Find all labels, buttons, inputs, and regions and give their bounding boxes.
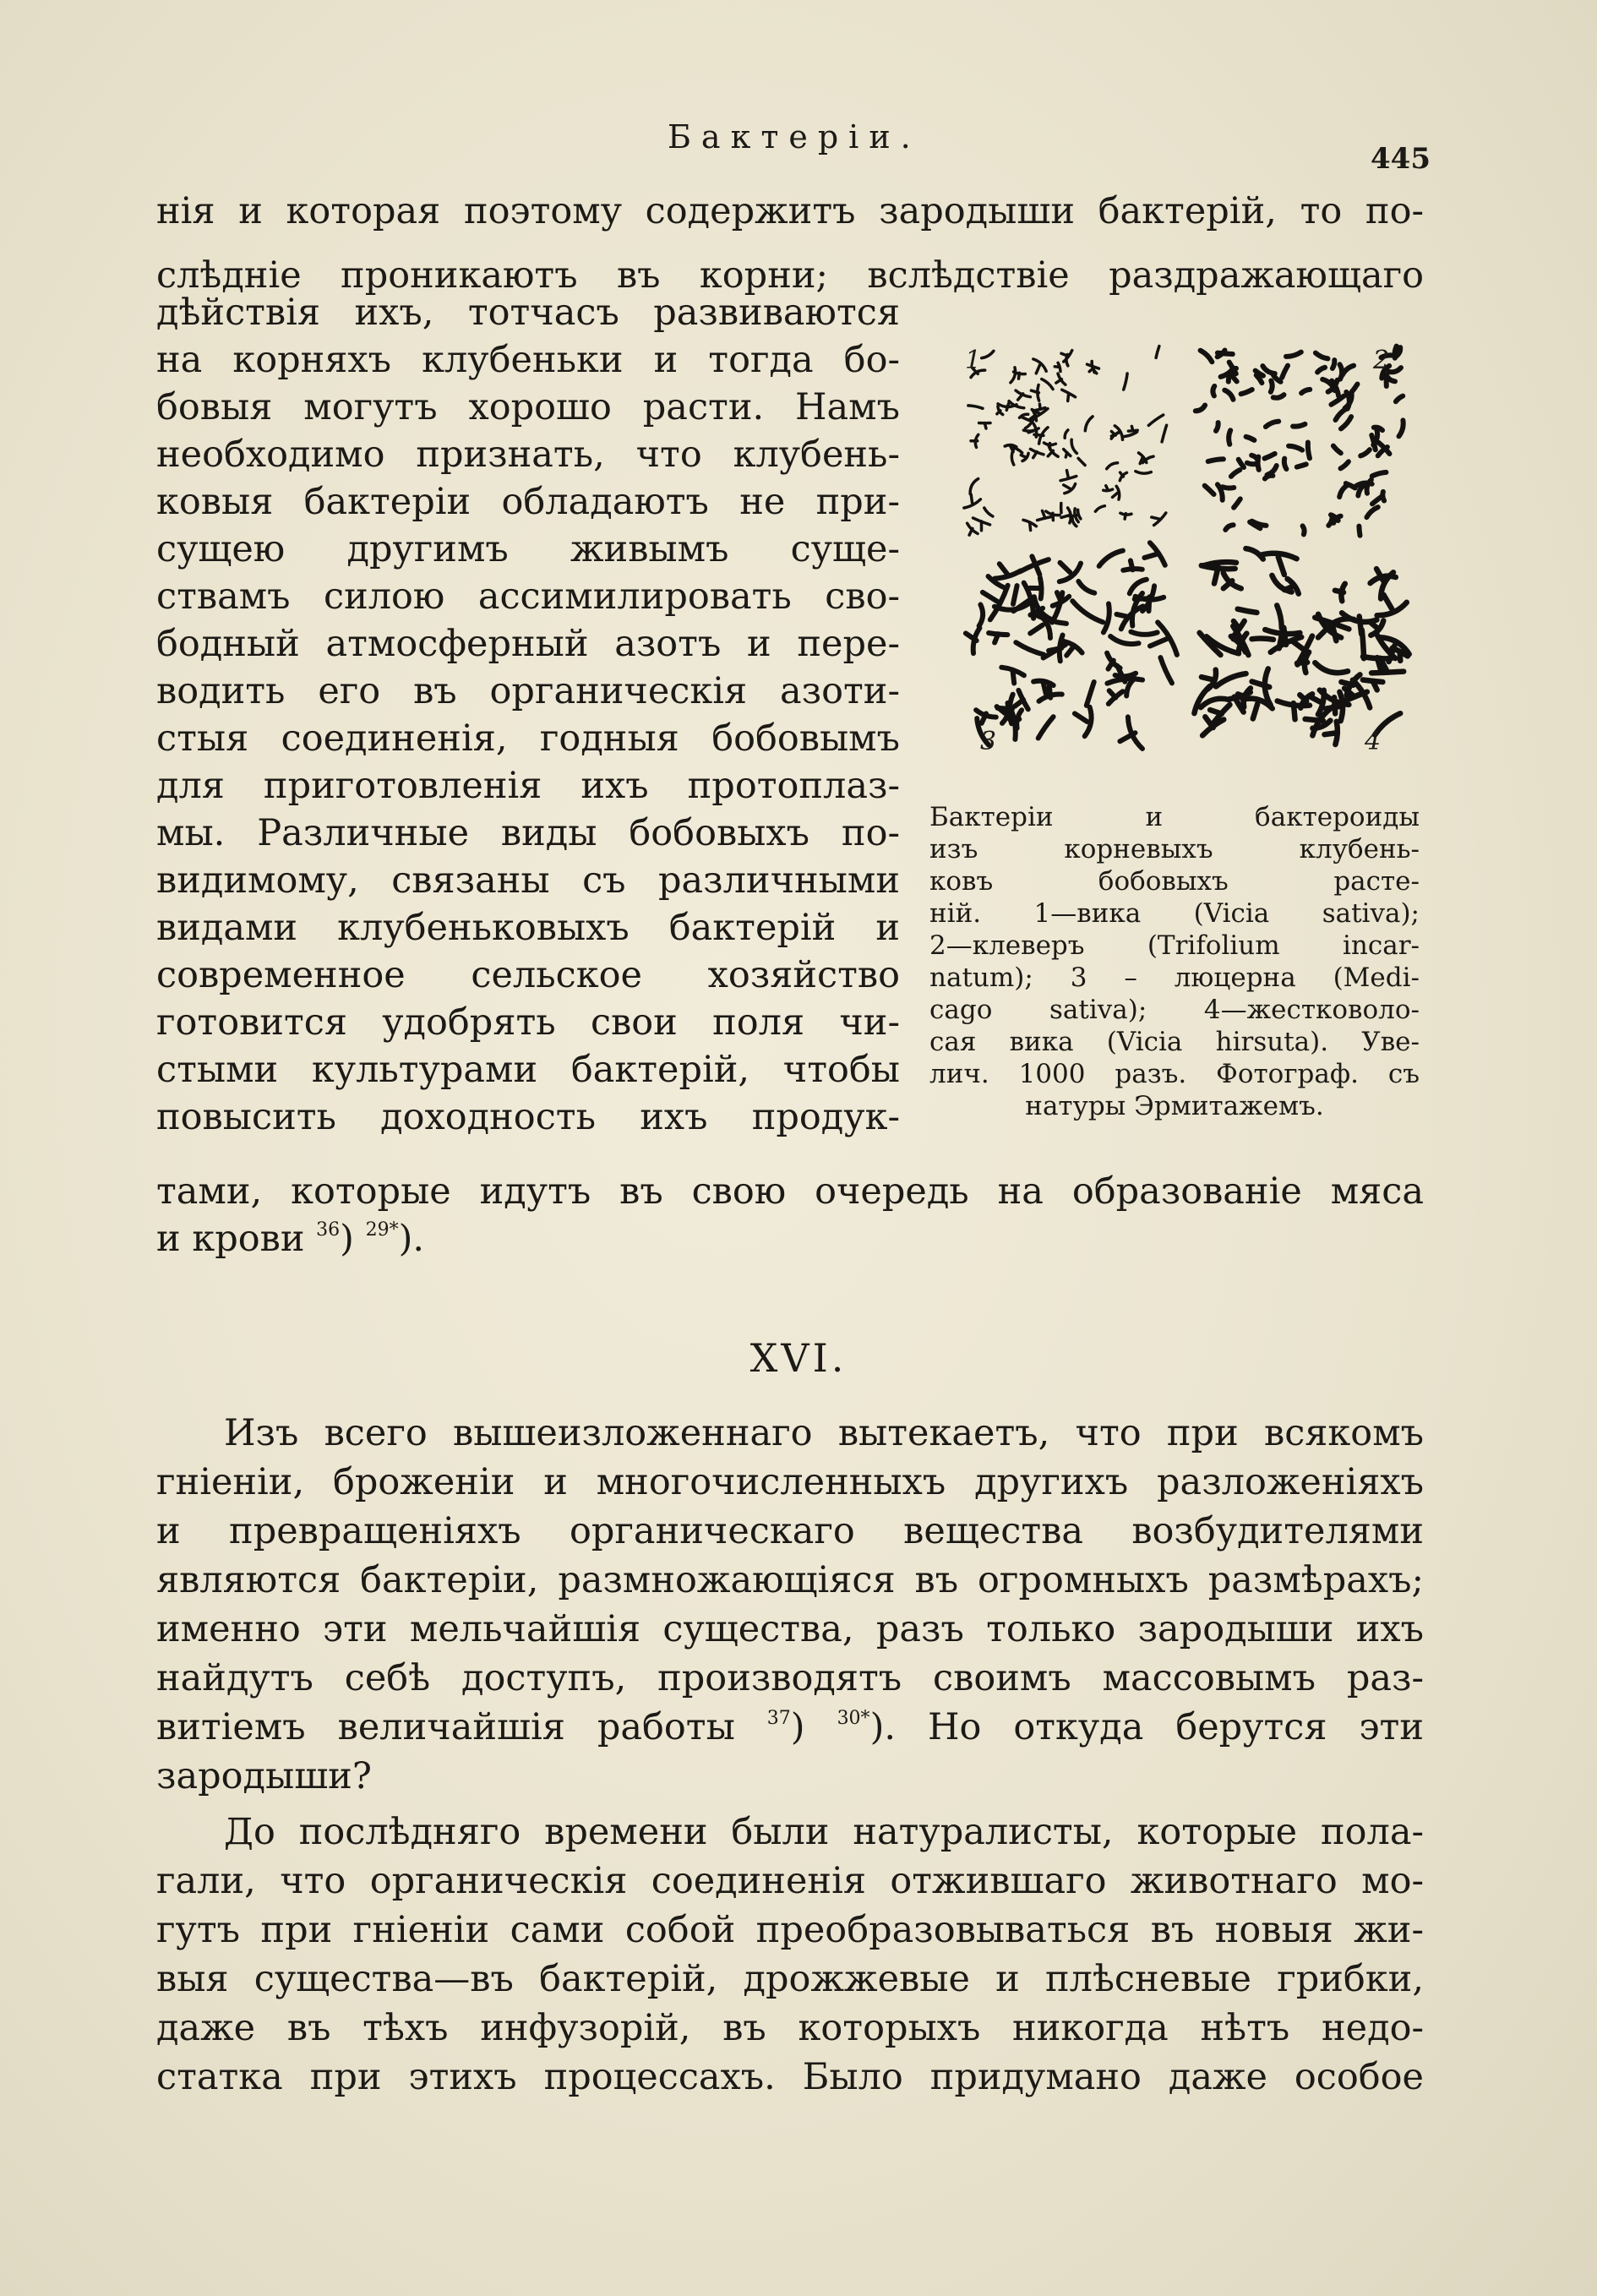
bacterium-mark [1124, 432, 1136, 436]
bacterium-mark [1389, 368, 1401, 372]
bacterium-mark [1289, 446, 1302, 450]
running-title: Бактеріи. [668, 118, 921, 155]
bacterium-branch [1018, 394, 1023, 400]
bacterium-branch [1049, 686, 1050, 698]
text-line: стыми культурами бактерій, чтобы [156, 1049, 900, 1091]
bacterium-branch [1144, 554, 1157, 559]
bacterium-mark [1011, 368, 1016, 383]
bacterium-mark [1229, 430, 1230, 444]
bacterium-mark [1110, 636, 1138, 644]
bacterium-mark [1301, 390, 1310, 393]
bacterium-branch [1202, 677, 1212, 679]
bacterium-mark [1265, 454, 1275, 459]
bacterium-mark [1078, 510, 1081, 519]
bacterium-branch [1019, 373, 1020, 379]
bacterium-mark [1241, 390, 1252, 394]
bacterium-mark [1071, 439, 1076, 453]
bacterium-branch [1000, 564, 1008, 575]
text-line: видимому, связаны съ различными [156, 859, 900, 902]
bacterium-mark [1293, 424, 1305, 427]
bacterium-branch [1057, 592, 1061, 601]
bacterium-branch [1033, 452, 1038, 458]
bacterium-mark [1085, 417, 1093, 431]
bacterium-mark [1148, 415, 1163, 425]
bacterium-mark [982, 351, 994, 357]
text-line: необходимо признать, что клубень- [156, 434, 900, 476]
bacterium-mark [1078, 581, 1094, 593]
bacterium-mark [1124, 374, 1127, 390]
bacterium-mark [1247, 463, 1256, 465]
bacterium-branch [984, 423, 986, 429]
figure-caption-line: натуры Эрмитажемъ. [1025, 1091, 1324, 1121]
bacterium-mark [1333, 360, 1334, 368]
text-line: найдутъ себѣ доступъ, производятъ своимъ массовымъ раз- [156, 1657, 1424, 1699]
text-line: зародыши? [156, 1755, 372, 1797]
text-line: гали, что органическія соединенія отжившаго животнаго мо- [156, 1860, 1424, 1902]
bacterium-branch [1061, 515, 1069, 518]
bacterium-branch [1384, 595, 1393, 609]
bacterium-mark [1262, 366, 1274, 374]
bacterium-mark [1343, 366, 1354, 375]
bacterium-branch [1015, 700, 1023, 706]
bacterium-branch [1068, 394, 1069, 401]
bacterium-mark [1072, 601, 1103, 622]
text-line: гніеніи, броженіи и многочисленныхъ другихъ разложеніяхъ [156, 1461, 1424, 1503]
text-line: водить его въ органическія азоти- [156, 670, 900, 712]
figure-caption-line: natum); 3 – люцерна (Medi- [929, 963, 1420, 993]
bacterium-mark [1099, 551, 1123, 566]
bacterium-mark [1382, 492, 1384, 501]
bacteria-figure [938, 338, 1436, 769]
bacterium-mark [1297, 464, 1306, 466]
bacterium-branch [1067, 471, 1069, 479]
bacterium-mark [968, 406, 983, 408]
bacterium-branch [1106, 486, 1108, 490]
bacterium-branch [1278, 557, 1284, 575]
bacterium-mark [1336, 409, 1347, 421]
bacterium-mark [1396, 396, 1403, 402]
bacterium-mark [1231, 470, 1240, 477]
figure-caption-line: ній. 1—вика (Vicia sativa); [929, 898, 1420, 929]
figure-caption-line: лич. 1000 разъ. Фотограф. съ [929, 1059, 1420, 1089]
bacterium-mark [1205, 486, 1214, 494]
panel-3-medicago [966, 543, 1177, 749]
panel-label: 2 [1373, 346, 1390, 375]
bacterium-branch [1030, 523, 1031, 531]
bacterium-branch [1056, 379, 1062, 383]
bacteria-micrographs [938, 338, 1436, 769]
bacterium-branch [1284, 628, 1286, 645]
bacterium-mark [1162, 425, 1167, 442]
text-line: выя существа—въ бактерій, дрожжевые и плѣсневые грибки, [156, 1958, 1424, 2000]
bacterium-mark [1216, 674, 1246, 686]
bacterium-branch [1109, 690, 1116, 697]
bacterium-mark [1339, 485, 1348, 497]
bacterium-mark [979, 604, 984, 625]
bacterium-mark [1252, 638, 1274, 639]
bacterium-branch [1060, 563, 1071, 573]
section-heading: XVI. [749, 1335, 848, 1381]
text-line: нія и которая поэтому содержитъ зародыши бактерій, то по- [156, 190, 1424, 232]
bacterium-mark [1239, 460, 1244, 467]
bacterium-mark [1277, 605, 1282, 628]
bacterium-branch [1066, 647, 1073, 656]
bacterium-mark [1216, 423, 1218, 431]
bacterium-mark [1065, 430, 1068, 438]
bacterium-branch [1335, 591, 1344, 592]
bacterium-mark [1341, 417, 1351, 428]
bacterium-mark [1115, 674, 1136, 677]
bacterium-branch [1131, 426, 1132, 430]
bacterium-branch [1214, 567, 1218, 584]
panel-label: 1 [965, 346, 982, 375]
bacterium-mark [1308, 443, 1310, 459]
text-line: и превращеніяхъ органическаго вещества возбудителями [156, 1510, 1424, 1552]
bacterium-mark [1131, 632, 1157, 635]
bacterium-branch [1055, 367, 1059, 368]
bacterium-branch [1400, 652, 1401, 661]
bacterium-mark [1156, 346, 1159, 358]
bacterium-branch [1039, 404, 1040, 409]
figure-caption-line: сая вика (Vicia hirsuta). Уве- [929, 1027, 1420, 1057]
page-number: 445 [1371, 142, 1431, 176]
bacterium-branch [1048, 450, 1053, 456]
bacterium-mark [1136, 472, 1151, 474]
bacterium-mark [1038, 717, 1054, 738]
bacterium-mark [1224, 390, 1233, 400]
bacterium-mark [1286, 352, 1301, 357]
bacterium-branch [1294, 703, 1295, 719]
bacterium-branch [1253, 704, 1257, 719]
text-line: сущею другимъ живымъ суще- [156, 528, 900, 570]
bacterium-mark [1333, 619, 1354, 624]
bacterium-mark [1359, 526, 1360, 536]
bacterium-branch [1131, 560, 1133, 570]
bacterium-branch [971, 494, 973, 504]
bacterium-mark [1160, 657, 1172, 683]
bacterium-branch [1013, 586, 1017, 604]
panel-2-trifolium [1196, 346, 1404, 536]
bacterium-mark [1042, 379, 1053, 390]
bacterium-branch [1310, 696, 1321, 702]
figure-caption-line: ковъ бобовыхъ расте- [929, 866, 1420, 897]
panel-label: 3 [980, 727, 997, 756]
bacterium-branch [1150, 639, 1168, 646]
text-line: бовыя могутъ хорошо расти. Намъ [156, 386, 900, 428]
panel-1-vicia-sativa [964, 346, 1167, 536]
bacterium-mark [1107, 463, 1118, 469]
bacterium-branch [1224, 581, 1233, 588]
figure-caption-line: cago sativa); 4—жестковоло- [929, 995, 1420, 1025]
text-line: дѣйствія ихъ, тотчасъ развиваются [156, 292, 900, 334]
bacterium-mark [1316, 353, 1328, 359]
bacterium-branch [1125, 514, 1126, 519]
bacterium-mark [984, 508, 993, 516]
bacterium-branch [1075, 713, 1087, 722]
text-line: ковыя бактеріи обладаютъ не при- [156, 481, 900, 523]
bacterium-branch [1064, 485, 1071, 488]
text-line: Изъ всего вышеизложеннаго вытекаетъ, что при всякомъ [224, 1412, 1424, 1454]
bacterium-mark [1372, 472, 1387, 477]
text-line: даже въ тѣхъ инфузорій, въ которыхъ никогда нѣтъ недо- [156, 2007, 1424, 2049]
text-line: на корняхъ клубеньки и тогда бо- [156, 339, 900, 381]
text-line: слѣдніе проникаютъ въ корни; вслѣдствіе раздражающаго [156, 254, 1424, 297]
bacterium-branch [1210, 710, 1222, 714]
bacterium-mark [1303, 526, 1305, 534]
bacterium-mark [1315, 663, 1348, 673]
text-line: повысить доходность ихъ продук- [156, 1096, 900, 1138]
bacterium-mark [1032, 556, 1039, 575]
bacterium-mark [1266, 422, 1278, 427]
bacterium-mark [1271, 381, 1273, 392]
bacterium-mark [1016, 642, 1044, 654]
bacterium-branch [1049, 648, 1061, 651]
bacterium-mark [1399, 420, 1404, 436]
panel-label: 4 [1365, 727, 1382, 756]
figure-caption-line: Бактеріи и бактероиды [929, 802, 1420, 832]
bacterium-mark [1087, 682, 1094, 706]
bacterium-branch [1021, 455, 1025, 457]
bacterium-mark [1333, 446, 1341, 454]
bacterium-mark [1238, 609, 1257, 613]
text-line: мы. Различные виды бобовыхъ по- [156, 812, 900, 854]
bacterium-mark [1273, 395, 1284, 398]
bacterium-branch [1034, 434, 1044, 435]
figure-caption-line: изъ корневыхъ клубень- [929, 834, 1420, 864]
text-line: являются бактеріи, размножающіяся въ огромныхъ размѣрахъ; [156, 1559, 1424, 1601]
bacterium-branch [1152, 517, 1160, 519]
footnote-ref: 29* [365, 1219, 399, 1241]
figure-caption-line: 2—клеверъ (Trifolium incar- [929, 930, 1420, 961]
text-line: До послѣдняго времени были натуралисты, которые пола- [224, 1811, 1424, 1853]
bacterium-mark [1282, 366, 1288, 378]
bacterium-branch [1113, 493, 1118, 497]
bacterium-mark [1372, 497, 1382, 504]
text-line: именно эти мельчайшія существа, разъ только зародыши ихъ [156, 1608, 1424, 1650]
bacterium-mark [1245, 548, 1262, 559]
text-line: современное сельское хозяйство [156, 954, 900, 996]
bacterium-mark [1078, 458, 1085, 465]
bacterium-mark [1234, 499, 1240, 507]
bacterium-branch [1305, 719, 1323, 721]
footnote-ref: 30* [837, 1708, 870, 1729]
text-line: готовится удобрять свои поля чи- [156, 1001, 900, 1044]
bacterium-branch [1013, 672, 1015, 684]
text-line: витіемъ величайшія работы $^{37}$) $^{30*}$). Но откуда берутся эти [156, 1706, 1424, 1748]
bacterium-branch [969, 528, 973, 535]
text-line: ствамъ силою ассимилировать сво- [156, 575, 900, 618]
text-line: для приготовленія ихъ протоплаз- [156, 765, 900, 807]
bacterium-mark [1360, 450, 1370, 455]
bacterium-mark [1104, 603, 1109, 632]
bacterium-branch [1044, 684, 1046, 694]
bacterium-branch [1022, 417, 1031, 421]
bacterium-mark [1201, 351, 1213, 363]
text-line: бодный атмосферный азотъ и пере- [156, 623, 900, 665]
bacterium-mark [1213, 386, 1214, 396]
text-line: стыя соединенія, годныя бобовымъ [156, 717, 900, 760]
bacterium-branch [995, 634, 998, 642]
bacterium-mark [970, 479, 978, 494]
text-line: тами, которые идутъ въ свою очередь на образованіе мяса [156, 1170, 1424, 1213]
bacterium-mark [1387, 375, 1395, 382]
panel-4-vicia-hirsuta [1194, 548, 1409, 744]
footnote-ref: 37 [766, 1708, 791, 1729]
bacterium-mark [1265, 476, 1273, 479]
bacterium-mark [1366, 507, 1377, 517]
bacterium-mark [1328, 517, 1332, 526]
bacterium-mark [1223, 487, 1235, 488]
text-line: статка при этихъ процессахъ. Было придумано даже особое [156, 2056, 1424, 2098]
bacterium-mark [1208, 459, 1224, 461]
bacterium-mark [1246, 437, 1255, 440]
bacterium-branch [1030, 625, 1043, 634]
bacterium-mark [1362, 630, 1364, 659]
bacterium-mark [1196, 406, 1205, 412]
bacterium-branch [1066, 453, 1067, 457]
bacterium-branch [1284, 586, 1293, 590]
bacterium-branch [1036, 365, 1039, 374]
bacterium-branch [983, 592, 999, 603]
bacterium-mark [1225, 525, 1233, 530]
bacterium-mark [1011, 450, 1013, 465]
bacterium-mark [1095, 506, 1104, 512]
bacterium-branch [1373, 681, 1377, 690]
text-line: гутъ при гніеніи сами собой преобразовываться въ новыя жи- [156, 1909, 1424, 1951]
text-line: видами клубеньковыхъ бактерій и [156, 907, 900, 949]
bacterium-mark [1395, 346, 1397, 358]
bacterium-branch [1325, 733, 1337, 734]
running-head [0, 118, 1597, 176]
text-line: и крови $^{36}$) $^{29*}$). [156, 1218, 425, 1260]
bacterium-mark [1317, 368, 1325, 373]
bacterium-mark [1284, 459, 1287, 469]
bacterium-mark [1341, 461, 1349, 468]
footnote-ref: 36 [316, 1219, 341, 1241]
